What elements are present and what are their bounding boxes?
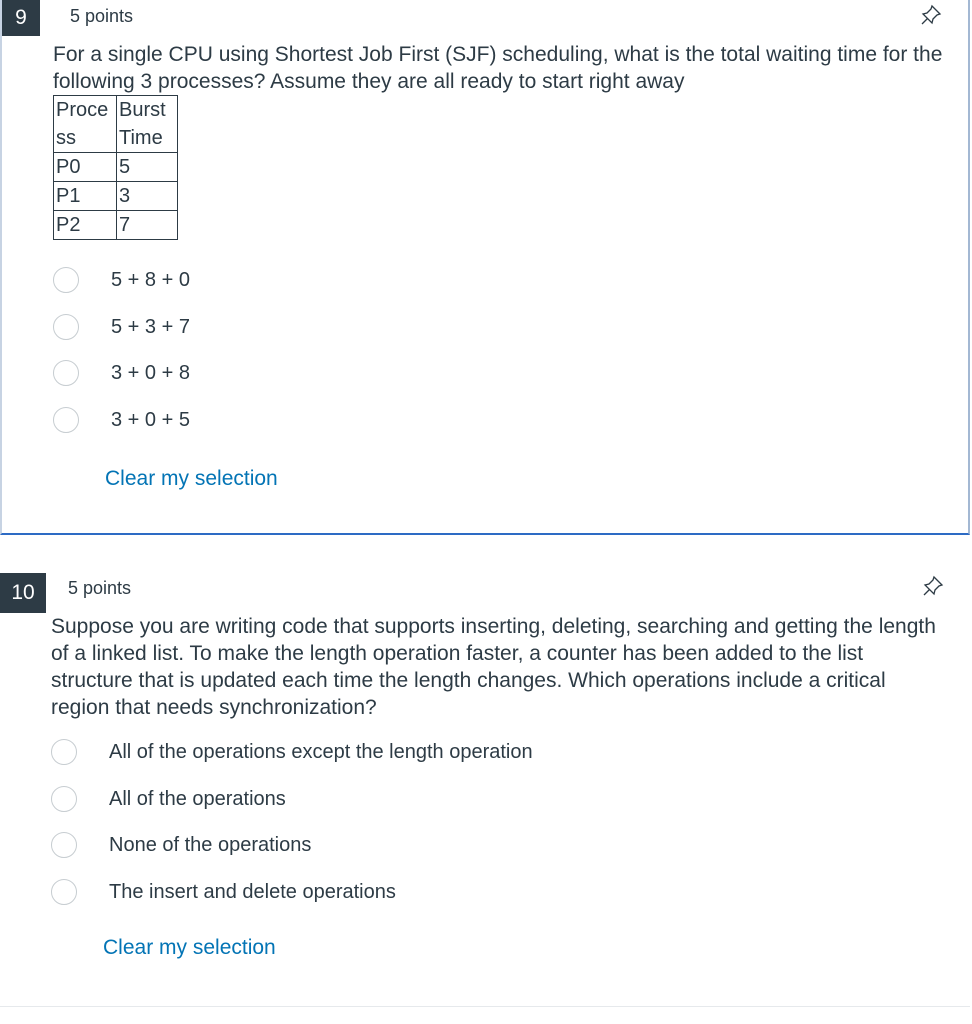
answer-label[interactable]: 5 + 3 + 7 — [111, 315, 190, 338]
question-card-10 — [0, 565, 970, 1007]
question-points: 5 points — [70, 6, 134, 26]
table-row — [54, 211, 178, 240]
question-points: 5 points — [68, 578, 132, 598]
table-cell: P0 — [54, 153, 117, 182]
radio-button[interactable] — [53, 314, 79, 340]
pin-icon[interactable] — [922, 575, 944, 597]
table-cell: 5 — [117, 153, 178, 182]
table-header-row — [54, 96, 178, 153]
radio-button[interactable] — [51, 786, 77, 812]
answer-label[interactable]: 5 + 8 + 0 — [111, 269, 190, 291]
answer-label[interactable]: None of the operations — [109, 834, 312, 856]
answer-label[interactable]: All of the operations except the length operation — [109, 741, 533, 763]
answer-label[interactable]: The insert and delete operations — [109, 880, 396, 903]
table-row — [54, 153, 178, 182]
radio-button[interactable] — [53, 360, 79, 386]
table-cell: 3 — [117, 182, 178, 211]
question-text: Suppose you are writing code that supports inserting, deleting, searching and getting the length of a linked list. To make the length operation faster, a counter has been added to the list structure that is updated each time the length changes. Which operations include a critical region that needs synchronization? — [51, 615, 936, 719]
clear-selection-link[interactable]: Clear my selection — [103, 936, 276, 959]
question-number: 10 — [0, 573, 46, 613]
radio-button[interactable] — [51, 879, 77, 905]
answer-label[interactable]: 3 + 0 + 5 — [111, 408, 190, 431]
answer-label[interactable]: All of the operations — [109, 787, 286, 810]
radio-button[interactable] — [53, 267, 79, 293]
table-cell: P1 — [54, 182, 117, 211]
question-number: 9 — [2, 0, 40, 36]
table-row — [54, 182, 178, 211]
radio-button[interactable] — [53, 407, 79, 433]
radio-button[interactable] — [51, 739, 77, 765]
radio-button[interactable] — [51, 832, 77, 858]
table-header-cell: Burst Time — [117, 96, 178, 153]
table-cell: P2 — [54, 211, 117, 240]
question-text: For a single CPU using Shortest Job First (SJF) scheduling, what is the total waiting time for the following 3 processes? Assume they are all ready to start right away — [53, 43, 943, 93]
table-header-cell: Proce ss — [54, 96, 117, 153]
table-cell: 7 — [117, 211, 178, 240]
clear-selection-link[interactable]: Clear my selection — [105, 467, 278, 490]
process-table — [53, 95, 178, 240]
answer-label[interactable]: 3 + 0 + 8 — [111, 362, 190, 384]
pin-icon[interactable] — [920, 4, 942, 26]
